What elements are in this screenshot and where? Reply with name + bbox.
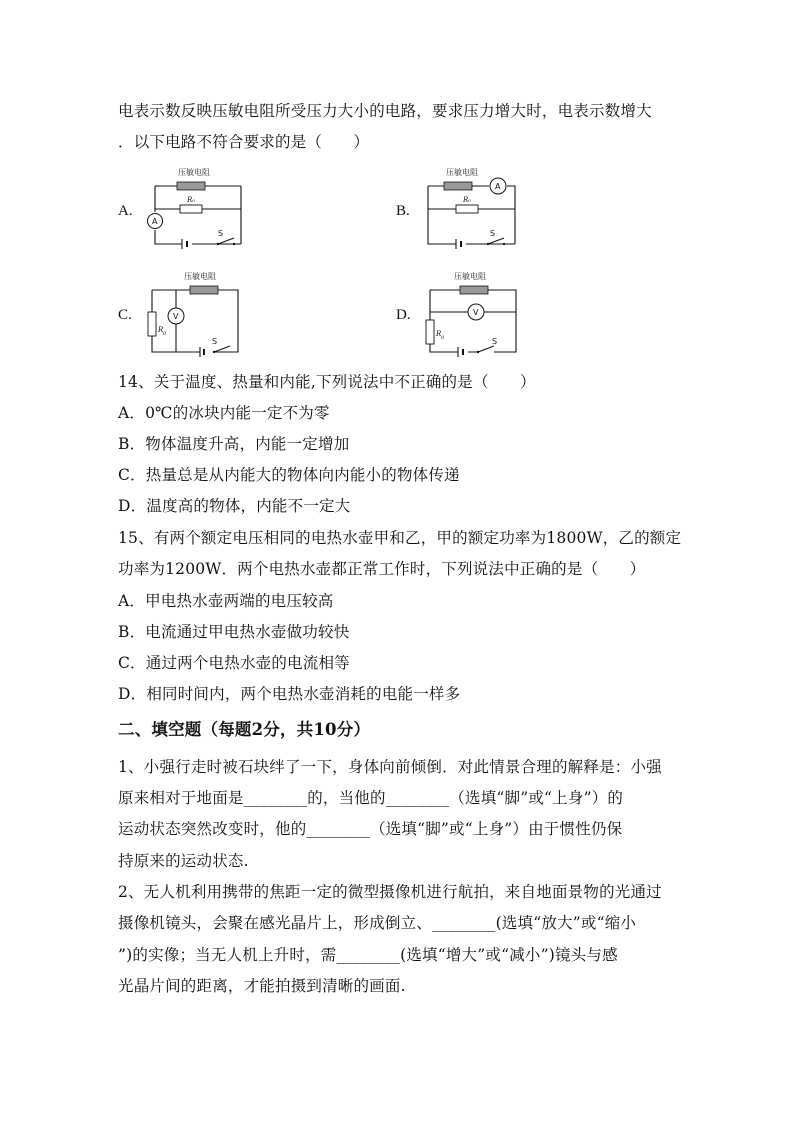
q15-option-c: C．通过两个电热水壶的电流相等 <box>118 654 350 672</box>
option-a-label: A. <box>118 203 133 219</box>
q14-option-a: A．0℃的冰块内能一定不为零 <box>118 404 330 422</box>
circuit-d-r0-letter: R <box>436 330 442 338</box>
fill1-line-4: 持原来的运动状态. <box>118 852 249 870</box>
circuit-b-r0-label: R₀ <box>463 196 472 204</box>
fill1-line-1: 1、小强行走时被石块绊了一下，身体向前倾倒．对此情景合理的解释是：小强 <box>118 758 662 776</box>
circuit-c-pressure-resistor <box>190 286 218 294</box>
q13-stem-line-1: 电表示数反映压敏电阻所受压力大小的电路，要求压力增大时，电表示数增大 <box>118 102 652 120</box>
q14-stem: 14、关于温度、热量和内能,下列说法中不正确的是（ ） <box>118 373 536 391</box>
fill2-line-3: ”)的实像；当无人机上升时，需________(选填“增大”或“减小”)镜头与感 <box>118 946 618 964</box>
q14-option-b: B．物体温度升高，内能一定增加 <box>118 435 350 453</box>
circuit-b-pressure-resistor <box>444 182 472 190</box>
q15-option-a: A．甲电热水壶两端的电压较高 <box>118 592 334 610</box>
circuit-a-pressure-resistor <box>177 182 205 190</box>
option-b-label: B. <box>396 203 410 219</box>
circuit-d-pressure-resistor <box>460 286 488 294</box>
fill1-line-3: 运动状态突然改变时，他的________（选填“脚”或“上身”）由于惯性仍保 <box>118 820 623 838</box>
fill1-line-2: 原来相对于地面是________的，当他的________（选填“脚”或“上身”）的 <box>118 789 624 807</box>
circuit-d-r0-subscript: 0 <box>441 335 445 341</box>
circuit-d-switch-label: S <box>492 337 498 346</box>
circuit-a-switch-label: S <box>218 229 224 238</box>
q14-option-c: C．热量总是从内能大的物体向内能小的物体传递 <box>118 466 460 484</box>
circuit-a-r0-resistor <box>180 205 202 213</box>
circuit-d-r0-resistor <box>426 320 434 344</box>
q13-stem-line-2: ．以下电路不符合要求的是（ ） <box>118 133 370 151</box>
circuit-a-diagram <box>140 164 270 254</box>
circuit-b-r0-resistor <box>456 205 478 213</box>
section-heading-fill-in: 二、填空题（每题2分，共10分） <box>118 720 371 739</box>
circuit-a-ammeter-symbol: A <box>152 217 158 226</box>
circuit-c-sensor-label: 压敏电阻 <box>184 272 216 281</box>
circuit-d-diagram <box>418 268 548 360</box>
fill2-line-4: 光晶片间的距离，才能拍摄到清晰的画面. <box>118 977 406 995</box>
circuit-d-switch-icon <box>478 346 494 352</box>
circuit-b-ammeter-symbol: A <box>495 182 501 191</box>
fill2-line-2: 摄像机镜头，会聚在感光晶片上，形成倒立、________(选填“放大”或“缩小 <box>118 914 637 932</box>
circuit-b-diagram <box>418 164 548 254</box>
circuit-b-switch-label: S <box>490 229 496 238</box>
circuit-c-diagram <box>140 268 270 360</box>
q15-option-d: D．相同时间内，两个电热水壶消耗的电能一样多 <box>118 685 461 703</box>
fill2-line-1: 2、无人机利用携带的焦距一定的微型摄像机进行航拍，来自地面景物的光通过 <box>118 883 662 901</box>
circuit-c-voltmeter-symbol: V <box>173 312 179 321</box>
circuit-c-switch-label: S <box>212 337 218 346</box>
q15-option-b: B．电流通过甲电热水壶做功较快 <box>118 623 350 641</box>
circuit-a-r0-label: R₀ <box>187 196 196 204</box>
circuit-b-switch-icon <box>488 238 504 244</box>
circuit-c-switch-icon <box>214 346 230 352</box>
circuit-c-r0-letter: R <box>158 326 164 334</box>
q15-stem-line-2: 功率为1200W．两个电热水壶都正常工作时，下列说法中正确的是（ ） <box>118 560 646 578</box>
circuit-d-sensor-label: 压敏电阻 <box>454 272 486 281</box>
circuit-c-r0-resistor <box>148 312 156 336</box>
circuit-b-sensor-label: 压敏电阻 <box>446 168 478 177</box>
option-c-label: C. <box>118 307 132 323</box>
option-d-label: D. <box>396 307 411 323</box>
q15-stem-line-1: 15、有两个额定电压相同的电热水壶甲和乙，甲的额定功率为1800W，乙的额定 <box>118 529 682 547</box>
circuit-a-sensor-label: 压敏电阻 <box>178 168 210 177</box>
circuit-a-switch-icon <box>218 238 234 244</box>
circuit-c-r0-subscript: 0 <box>163 331 167 337</box>
circuit-d-voltmeter-symbol: V <box>473 308 479 317</box>
q14-option-d: D．温度高的物体，内能不一定大 <box>118 497 351 515</box>
